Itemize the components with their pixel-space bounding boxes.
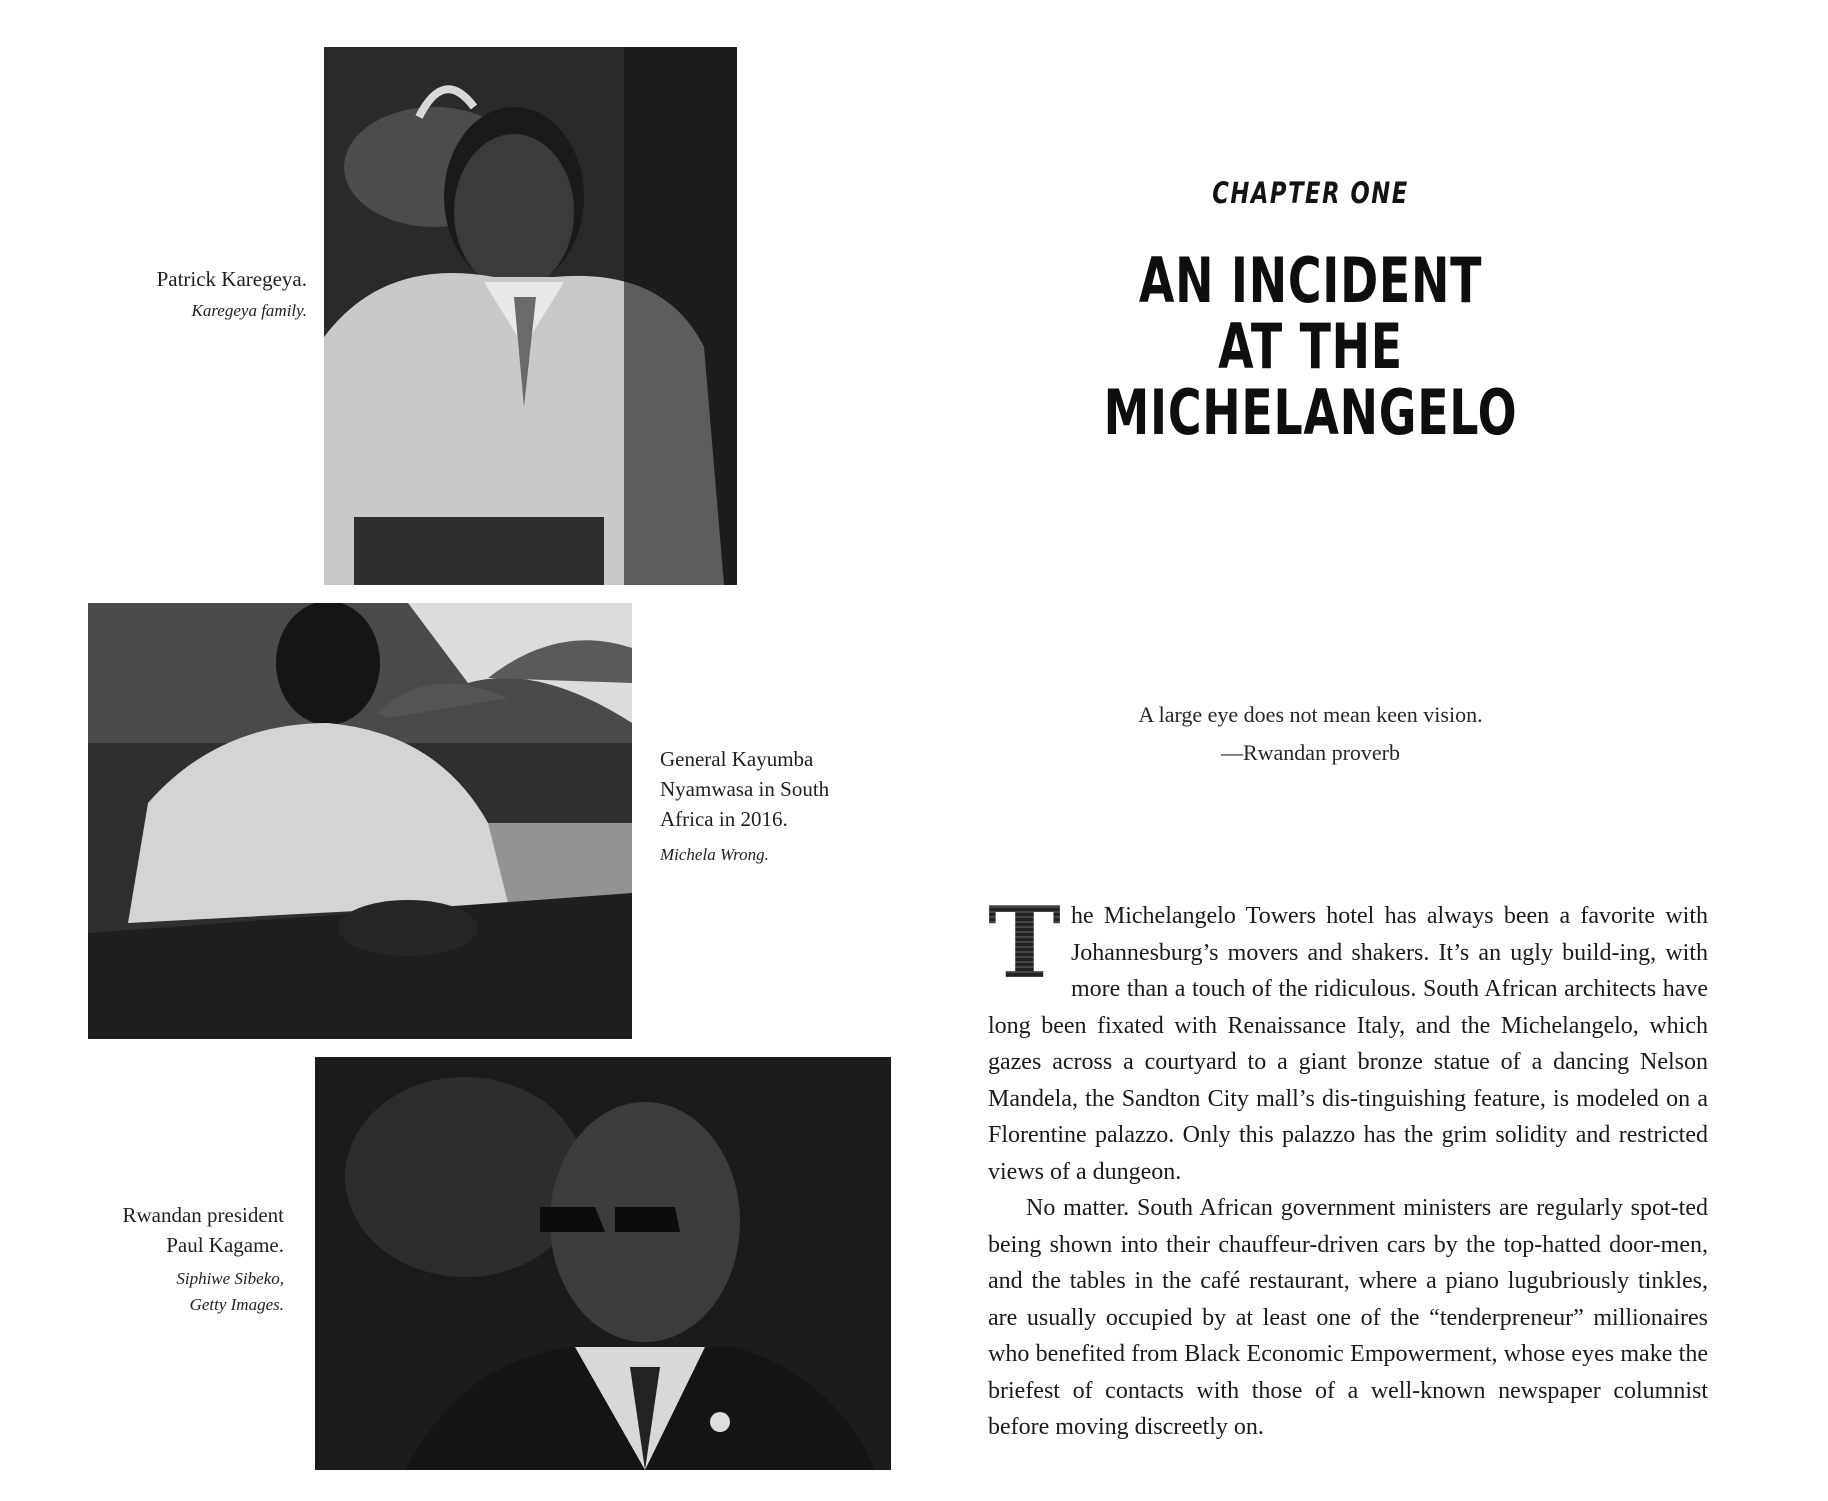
right-page xyxy=(914,0,1828,1501)
paragraph: No matter. South African government ministers are regularly spot-ted being shown into their chauffeur-driven cars by the top-hatted door-men, and the tables in the café restaurant, where a piano lugubriously tinkles, are usually occupied by at least one of the “tenderpreneur” millionaires who benefited from Black Economic Empowerment, whose eyes make the briefest of contacts with those of a well-known newspaper columnist before moving discreetly on. xyxy=(988,1195,1708,1440)
caption-line: Nyamwasa in South xyxy=(660,777,830,801)
caption-patrick-karegeya xyxy=(47,264,307,324)
epigraph xyxy=(1064,696,1557,772)
photo-patrick-karegeya-image xyxy=(324,47,737,585)
paragraph xyxy=(988,886,1708,1190)
caption-line: Africa in 2016. xyxy=(660,807,788,831)
epigraph-attribution: —Rwandan proverb xyxy=(1220,740,1400,765)
chapter-title-line: AT THE MICHELANGELO xyxy=(1103,310,1518,449)
credit-line: Getty Images. xyxy=(189,1295,284,1314)
photo-credit: Karegeya family. xyxy=(191,301,307,320)
photo-credit xyxy=(44,1266,284,1318)
photo-patrick-karegeya xyxy=(324,47,737,585)
caption-kayumba-nyamwasa xyxy=(660,744,880,868)
photo-credit: Michela Wrong. xyxy=(660,845,769,864)
paragraph-text: he Michelangelo Towers hotel has always been a favorite with Johannesburg’s movers and shakers. It’s an ugly build-ing, with more than a touch of the ridiculous. South African architects have long been fixated with Renaissance Italy, and the Michelangelo, which gazes across a courtyard to a giant bronze statue of a dancing Nelson Mandela, the Sandton City mall’s dis-tinguishing feature, is modeled on a Florentine palazzo. Only this palazzo has the grim solidity and restricted views of a dungeon. xyxy=(988,903,1708,1185)
caption-line: Rwandan president xyxy=(122,1203,284,1227)
photo-paul-kagame-image xyxy=(315,1057,891,1470)
epigraph-quote: A large eye does not mean keen vision. xyxy=(1138,702,1483,727)
chapter-title xyxy=(1061,244,1559,449)
photo-paul-kagame xyxy=(315,1057,891,1470)
body-text xyxy=(988,886,1708,1446)
caption-text: Patrick Karegeya. xyxy=(156,267,307,291)
chapter-title-line: AN INCIDENT xyxy=(1138,244,1483,317)
photo-kayumba-nyamwasa xyxy=(88,603,632,1039)
caption-paul-kagame xyxy=(44,1200,284,1318)
caption-line: General Kayumba xyxy=(660,747,814,771)
photo-kayumba-nyamwasa-image xyxy=(88,603,632,1039)
caption-line: Paul Kagame. xyxy=(166,1233,284,1257)
chapter-label: CHAPTER ONE xyxy=(1212,176,1409,210)
drop-cap: T xyxy=(988,886,1061,1001)
credit-line: Siphiwe Sibeko, xyxy=(176,1269,284,1288)
